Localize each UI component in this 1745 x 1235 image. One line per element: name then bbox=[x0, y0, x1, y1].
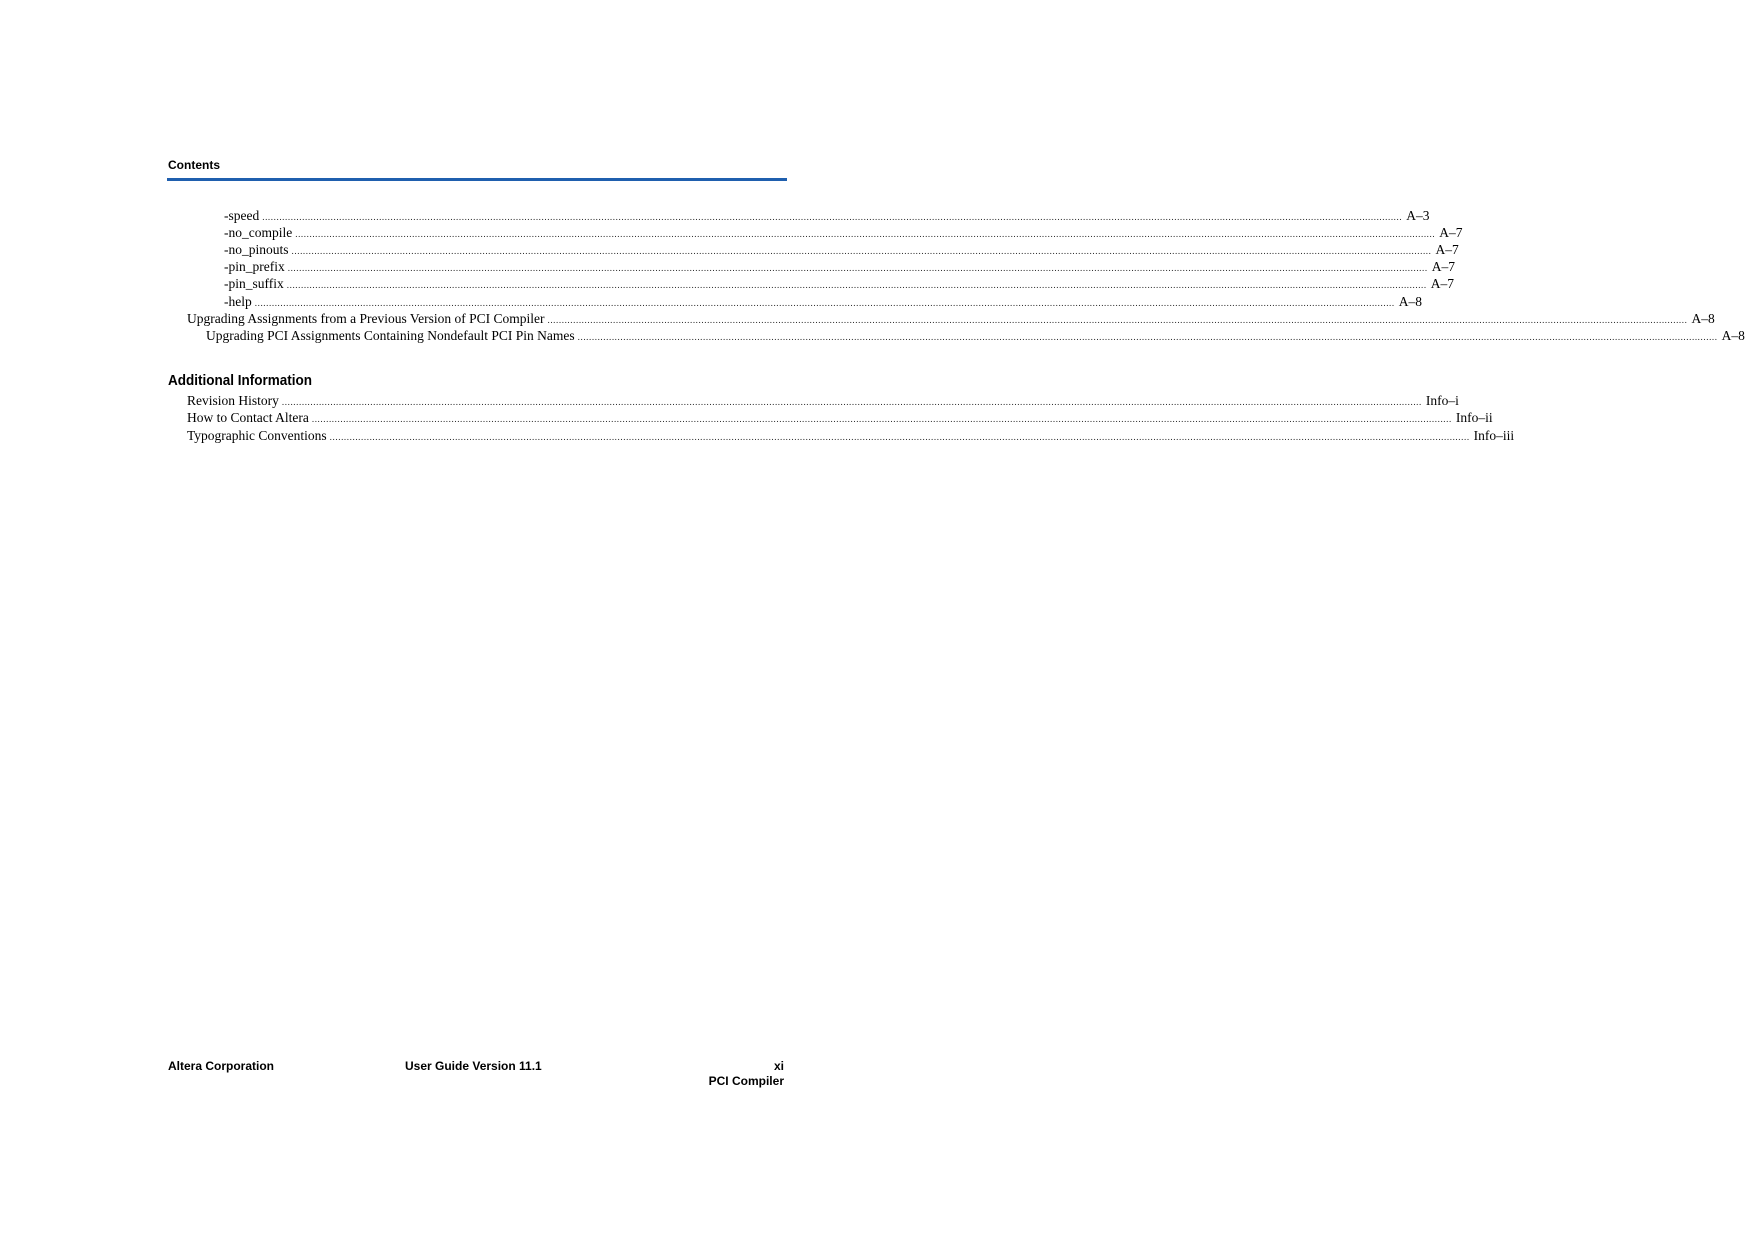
toc-entry[interactable] bbox=[224, 258, 1455, 275]
toc-entry-page: A–8 bbox=[1721, 328, 1745, 343]
dot-leader: ................................................................................................................................................................................................................................................................................................................................................................................................................ bbox=[547, 315, 1688, 325]
dot-leader: ................................................................................................................................................................................................................................................................................................................................................................................................................ bbox=[291, 246, 1432, 256]
toc-entry-page: A–7 bbox=[1439, 225, 1463, 240]
toc-entry-label: -help bbox=[224, 294, 252, 309]
toc-entry-page: A–7 bbox=[1435, 242, 1459, 257]
footer-guide-version: User Guide Version 11.1 bbox=[405, 1059, 542, 1073]
toc-entry-page: A–8 bbox=[1691, 311, 1715, 326]
toc-entry-label: Revision History bbox=[187, 393, 279, 408]
toc-entry-page: A–3 bbox=[1406, 208, 1430, 223]
dot-leader: ................................................................................................................................................................................................................................................................................................................................................................................................................ bbox=[287, 263, 1428, 273]
toc-entry[interactable] bbox=[224, 207, 1430, 224]
toc-entry[interactable] bbox=[187, 310, 1715, 327]
footer-product: PCI Compiler bbox=[708, 1074, 784, 1088]
dot-leader: ................................................................................................................................................................................................................................................................................................................................................................................................................ bbox=[577, 332, 1718, 342]
section-heading: Additional Information bbox=[168, 372, 312, 389]
dot-leader: ................................................................................................................................................................................................................................................................................................................................................................................................................ bbox=[286, 280, 1427, 290]
toc-entry-page: A–7 bbox=[1431, 259, 1455, 274]
toc-entry-page: Info–ii bbox=[1455, 410, 1493, 425]
toc-entry-label: Upgrading PCI Assignments Containing Nondefault PCI Pin Names bbox=[206, 328, 575, 343]
toc-entry-label: Upgrading Assignments from a Previous Version of PCI Compiler bbox=[187, 311, 545, 326]
dot-leader: ................................................................................................................................................................................................................................................................................................................................................................................................................ bbox=[281, 397, 1422, 407]
header-rule bbox=[167, 178, 787, 181]
toc-entry-label: -pin_suffix bbox=[224, 276, 284, 291]
toc-entry[interactable] bbox=[187, 409, 1493, 426]
dot-leader: ................................................................................................................................................................................................................................................................................................................................................................................................................ bbox=[262, 212, 1403, 222]
toc-entry[interactable] bbox=[224, 224, 1463, 241]
running-header-label: Contents bbox=[168, 158, 220, 172]
toc-entry-label: -no_compile bbox=[224, 225, 293, 240]
toc-entry-page: A–7 bbox=[1430, 276, 1454, 291]
toc-entry[interactable] bbox=[224, 275, 1454, 292]
toc-entry-label: -pin_prefix bbox=[224, 259, 285, 274]
toc-entry-label: -speed bbox=[224, 208, 260, 223]
toc-entry[interactable] bbox=[206, 327, 1745, 344]
footer-page-number: xi bbox=[773, 1059, 784, 1073]
toc-entry-page: Info–i bbox=[1425, 393, 1459, 408]
dot-leader: ................................................................................................................................................................................................................................................................................................................................................................................................................ bbox=[311, 414, 1452, 424]
toc-entry[interactable] bbox=[187, 392, 1459, 409]
toc-entry-label: Typographic Conventions bbox=[187, 428, 327, 443]
dot-leader: ................................................................................................................................................................................................................................................................................................................................................................................................................ bbox=[254, 298, 1395, 308]
dot-leader: ................................................................................................................................................................................................................................................................................................................................................................................................................ bbox=[295, 229, 1436, 239]
toc-entry-label: -no_pinouts bbox=[224, 242, 289, 257]
toc-entry[interactable] bbox=[187, 427, 1515, 444]
toc-entry[interactable] bbox=[224, 241, 1459, 258]
toc-entry-page: Info–iii bbox=[1473, 428, 1515, 443]
toc-entry[interactable] bbox=[224, 293, 1422, 310]
toc-entry-page: A–8 bbox=[1398, 294, 1422, 309]
dot-leader: ................................................................................................................................................................................................................................................................................................................................................................................................................ bbox=[329, 432, 1470, 442]
footer-company: Altera Corporation bbox=[168, 1059, 275, 1073]
toc-entry-label: How to Contact Altera bbox=[187, 410, 309, 425]
